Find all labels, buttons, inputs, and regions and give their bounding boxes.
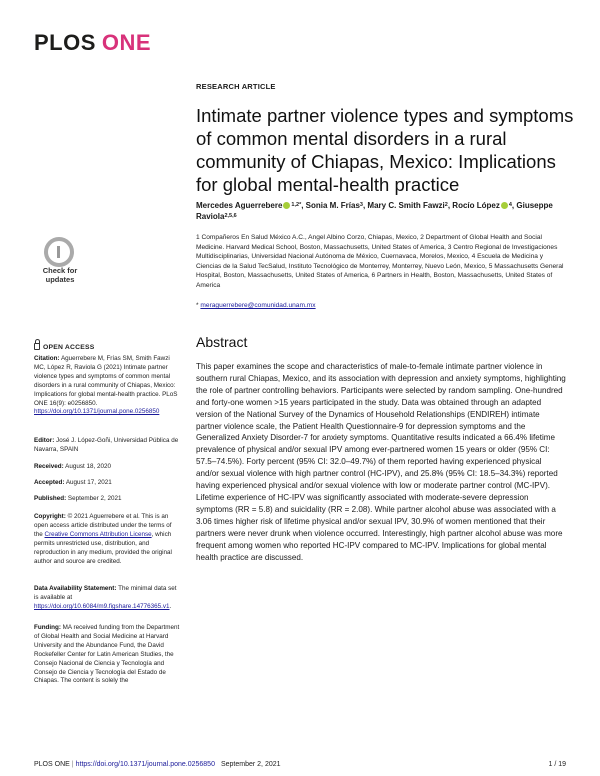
footer-date: September 2, 2021 (220, 761, 281, 768)
author-name[interactable]: Rocío López (452, 201, 500, 210)
author-affiliation-sup: 1,2* (291, 202, 302, 208)
logo-one: ONE (101, 30, 152, 55)
footer-doi-link[interactable]: https://doi.org/10.1371/journal.pone.0256850 (75, 761, 215, 768)
copyright-text: © 2021 Aguerrebere et al. This is an open access article distributed under the terms of the (34, 513, 172, 538)
check-for-updates-icon (44, 237, 74, 267)
corresponding-email-line (196, 302, 316, 309)
data-availability-block (34, 585, 182, 612)
funding-text: MA received funding from the Department of Global Health and Social Medicine at Harvard University and the Abundance Fund, the David Rockefeller Center for Latin American Studies, the Consejo Nacional de Ciencia y Tecnología and Consejo de Ciencia y Tecnología del Estado de Chiapas. The content is solely the (34, 624, 180, 685)
citation-doi-link[interactable]: https://doi.org/10.1371/journal.pone.0256850 (34, 408, 160, 416)
published-label: Published: (34, 495, 67, 502)
abstract-heading: Abstract (196, 334, 248, 350)
footer-separator: | (71, 761, 74, 768)
author-name[interactable]: Mary C. Smith Fawzi (367, 201, 445, 210)
received-label: Received: (34, 463, 64, 470)
accepted-label: Accepted: (34, 479, 65, 486)
corresponding-email-link[interactable]: meraguerrebere@comunidad.unam.mx (200, 302, 316, 309)
author-affiliation-sup: 3 (359, 202, 363, 208)
logo-plos: PLOS (34, 30, 96, 55)
license-link[interactable]: Creative Commons Attribution License (44, 530, 152, 538)
page-footer (34, 761, 566, 768)
article-title: Intimate partner violence types and symptoms of common mental disorders in a rural community of Chiapas, Mexico: Implications for global mental-health practice (196, 105, 574, 195)
data-availability-text: The minimal data set is available at (34, 585, 177, 601)
author-affiliation-sup: 2 (444, 202, 448, 208)
abstract-text: This paper examines the scope and characteristics of male-to-female intimate partner violence in southern rural Chiapas, Mexico, and its association with depression and anxiety symptoms, highlighting the role of partner controlling behaviors. Participants were selected by random sampling. One-hundred and forty-one women >15 years participated in the study. Data was obtained through an adapted version of the National Survey of the Dynamics of Household Relationships (ENDIREH) intimate partner violence scale, the Patient Health Questionnaire-9 for depression symptoms and the Generalized Anxiety Disorder-7 for anxiety symptoms. Quantitative results indicated a 66.4% lifetime prevalence of physical and/or sexual IPV among ever-partnered women 15 years or older (95% CI: 57.5–74.5%). Forty percent (95% CI: 32.0–49.7%) of them reported having experienced physical and/or sexual violence with high partner control (HC-IPV), and 25.8% (95% CI: 18.5–34.3%) reported having experienced physical and/or sexual violence with low or moderate partner control (MC-IPV). Lifetime experience of HC-IPV was significantly associated with moderate-severe depression symptoms (RR = 5.8) and suicidality (RR = 2.08). While partner alcohol abuse was associated with a 3.06 times higher risk of lifetime physical and/or sexual IPV, 30.9% of women mentioned that their partners were never drunk when violence occurred. Interestingly, high partner alcohol abuse was more frequent among women who reported HC-IPV compared to MC-IPV. Implications for global mental health practice are discussed. (196, 362, 566, 562)
check-for-updates-badge[interactable] (34, 237, 86, 293)
data-availability-end: . (169, 602, 172, 610)
open-access-label: OPEN ACCESS (43, 344, 95, 351)
editor-label: Editor: (34, 437, 55, 444)
received-date: August 18, 2020 (63, 463, 112, 470)
check-for-updates-label: Check for updates (42, 266, 78, 284)
editor-text: José J. López-Goñi, Universidad Pública de Navarra, SPAIN (34, 437, 179, 453)
article-type-label: RESEARCH ARTICLE (196, 82, 276, 91)
data-availability-link[interactable]: https://doi.org/10.6084/m9.figshare.14776365.v1 (34, 602, 170, 610)
funding-block (34, 624, 182, 686)
open-access-badge (34, 343, 94, 351)
funding-label: Funding: (34, 624, 61, 631)
accepted-date: August 17, 2021 (64, 479, 112, 486)
data-availability-label: Data Availability Statement: (34, 585, 117, 592)
editor-block (34, 437, 182, 455)
author-name[interactable]: Giuseppe Raviola (196, 201, 553, 221)
accepted-block (34, 479, 182, 488)
author-list: Mercedes Aguerrebere $^{1,2*}$, Sonia M. Frías$^3$, Mary C. Smith Fawzi$^2$, Rocío López $^4$, Giuseppe Raviola$^{2,5,6}$ (196, 201, 553, 221)
open-lock-icon (34, 343, 40, 350)
footer-journal: PLOS ONE (34, 761, 70, 768)
citation-text: Aguerrebere M, Frías SM, Smith Fawzi MC, López R, Raviola G (2021) Intimate partner violence types and symptoms of common mental disorders in a rural community of Chiapas, Mexico: Implications for global mental-health practice. PLoS ONE 16(9): e0256850. (34, 355, 178, 407)
citation-label: Citation: (34, 355, 60, 362)
author-affiliation-sup: 2,5,6 (224, 213, 237, 219)
copyright-label: Copyright: (34, 513, 66, 520)
page-number: 1 / 19 (548, 761, 566, 768)
author-name[interactable]: Mercedes Aguerrebere (196, 201, 283, 210)
affiliations: 1 Compañeros En Salud México A.C., Angel Albino Corzo, Chiapas, Mexico, 2 Department of Global Health and Social Medicine. Harvard Medical School, Boston, Massachusetts, United States of America, 3 Centro Regional de Investigaciones Multidisciplinarias, Universidad Nacional Autónoma de México, Cuernavaca, Morelos, Mexico, 4 Escuela de Medicina y Ciencias de la Salud TecSalud, Instituto Tecnológico de Monterrey, Monterrey, Nuevo León, Mexico, 5 Massachusetts General Hospital, Boston, Massachusetts, United States of America, 6 Partners in Health, Boston, Massachusetts, United States of America (196, 234, 564, 289)
received-block (34, 463, 182, 472)
published-date: September 2, 2021 (66, 495, 122, 502)
copyright-block (34, 513, 182, 566)
copyright-text-end: , which permits unrestricted use, distribution, and reproduction in any medium, provided the original author and source are credited. (34, 530, 172, 565)
journal-logo (34, 30, 151, 56)
author-affiliation-sup: 4 (508, 202, 512, 208)
published-block (34, 495, 182, 504)
email-prefix: * (196, 302, 201, 309)
author-name[interactable]: Sonia M. Frías (305, 201, 360, 210)
orcid-icon[interactable] (283, 202, 290, 209)
orcid-icon[interactable] (501, 202, 508, 209)
citation-block (34, 355, 182, 417)
